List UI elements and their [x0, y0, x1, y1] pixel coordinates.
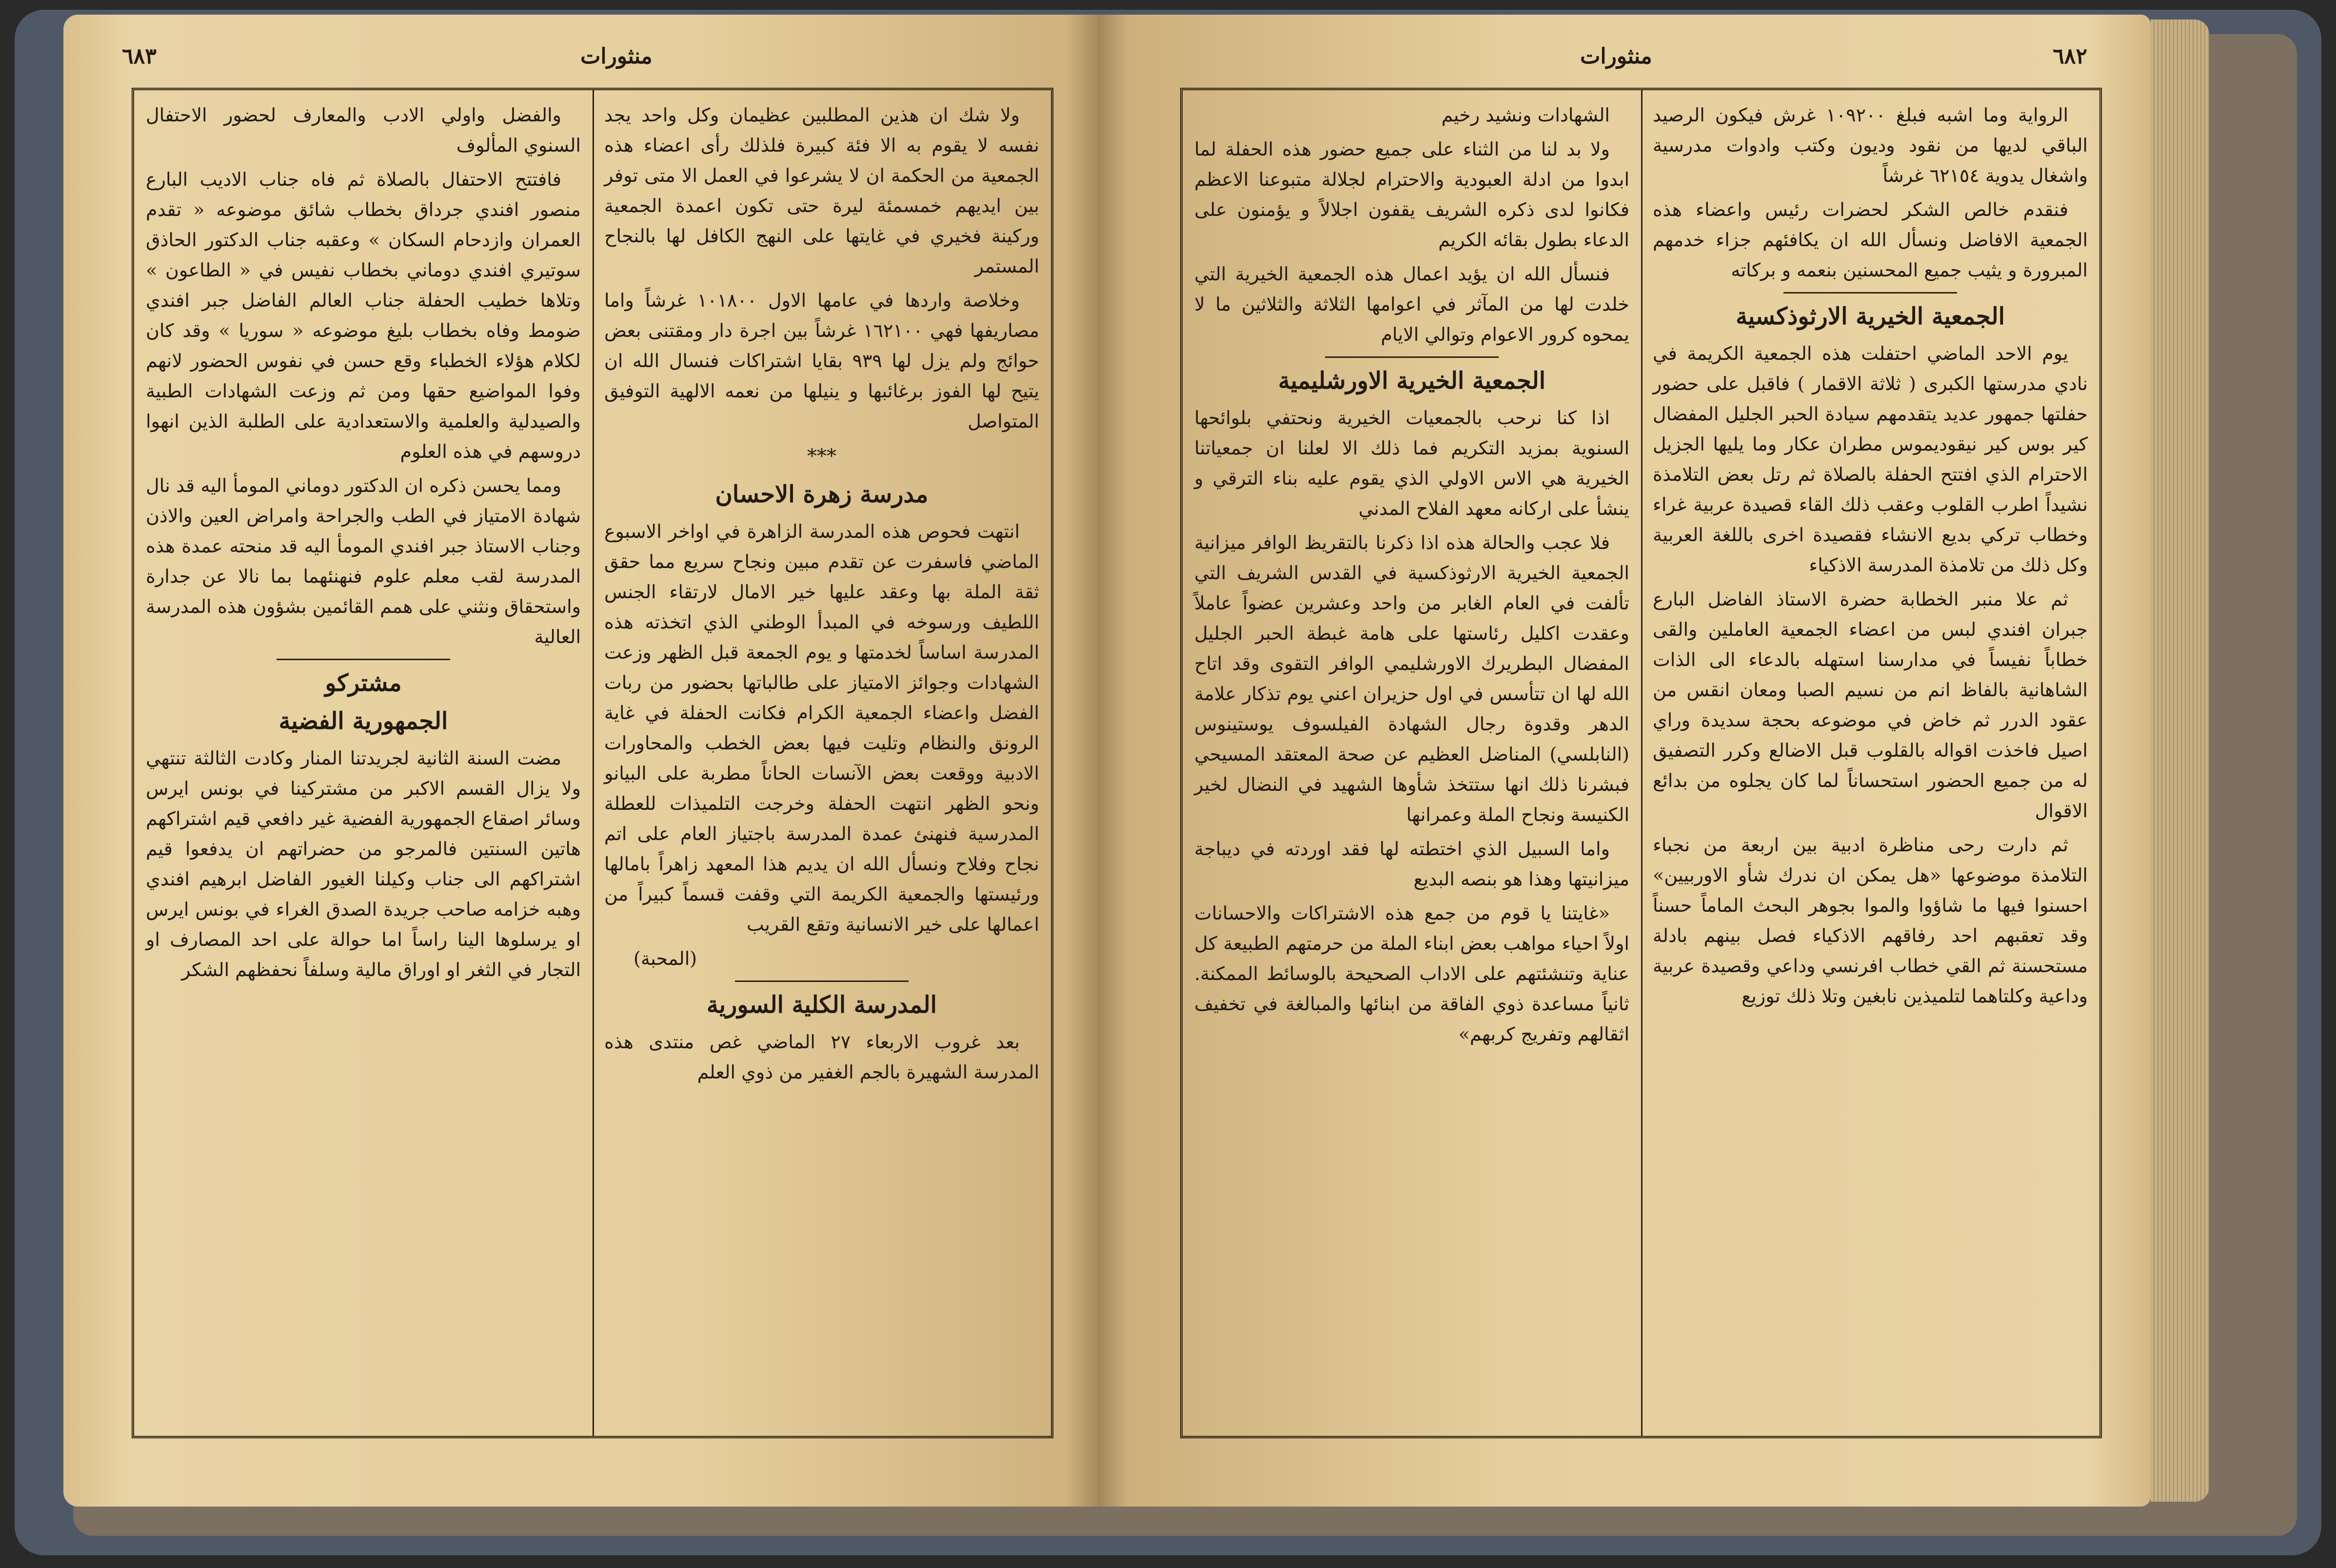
paragraph: ولا بد لنا من الثناء على جميع حضور هذه الحفلة لما ابدوا من ادلة العبودية والاحترام لجلالة متبوعنا الاعظم فكانوا لدى ذكره الشريف يقفون اجلالاً و يؤمنون على الدعاء بطول بقائه الكريم	[1194, 138, 1629, 251]
paragraph: فلا عجب والحالة هذه اذا ذكرنا بالتقريظ الوافر ميزانية الجمعية الخيرية الارثوذكسية في القدس الشريف التي تألفت في العام الغابر من واحد وعشرين عضواً عاملاً وعقدت اكليل رئاستها على هامة غبطة الحبر الجليل المفضال البطريرك الاورشليمي الوافر التقوى وقد اتاح الله لها ان تتأسس في اول حزيران اعني يوم تذكار علامة الدهر وقدوة رجال الشهادة الفيلسوف يوستينوس (النابلسي) المناضل العظيم عن صحة المعتقد المسيحي فبشرنا ذلك انها ستتخذ شأوها الشهيد في النضال لخير الكنيسة ونجاح الملة وعمرانها	[1194, 532, 1629, 825]
section-title: مدرسة زهرة الاحسان	[715, 481, 929, 508]
page-number: ٦٨٢	[2053, 44, 2087, 69]
text-frame	[132, 88, 1053, 1438]
paragraph: والفضل واولي الادب والمعارف لحضور الاحتفال السنوي المألوف	[146, 104, 581, 156]
section-rule	[277, 659, 451, 660]
column-right	[593, 90, 1051, 1436]
section-rule	[735, 980, 909, 982]
left-page	[63, 15, 1097, 1507]
paragraph: بعد غروب الاربعاء ٢٧ الماضي غص منتدى هذه المدرسة الشهيرة بالجم الغفير من ذوي العلم	[604, 1031, 1039, 1083]
paragraph: واما السبيل الذي اختطته لها فقد اوردته في ديباجة ميزانيتها وهذا هو بنصه البديع	[1194, 838, 1629, 890]
paragraph: ولا شك ان هذين المطلبين عظيمان وكل واحد يجد نفسه لا يقوم به الا فئة كبيرة فلذلك رأى اعضاء هذه الجمعية من الحكمة ان لا يشرعوا في العمل الا متى توفر بين ايديهم خمسمئة ليرة حتى تكون اعمدة الجمعية وركينة فخيري في غايتها على النهج الكافل لها بالنجاح المستمر	[604, 104, 1040, 277]
paragraph: فافتتح الاحتفال بالصلاة ثم فاه جناب الاديب البارع منصور افندي جرداق بخطاب شائق موضوعه « تقدم العمران وازدحام السكان » وعقبه جناب الدكتور الحاذق سوتيري افندي دوماني بخطاب نفيس في « الطاعون » وتلاها خطيب الحفلة جناب العالم الفاضل جبر افندي ضومط وفاه بخطاب بليغ موضوعه « سوريا » وقد كان لكلام هؤلاء الخطباء وقع حسن في نفوس الحضور لانهم وفوا المواضيع حقها ومن ثم وزعت الشهادات الطبية والصيدلية والعلمية والاستعدادية على الطلبة الذين انهوا دروسهم في هذه العلوم	[146, 169, 581, 462]
page-edges	[2151, 20, 2209, 1502]
paragraph: اذا كنا نرحب بالجمعيات الخيرية ونحتفي بلوائحها السنوية بمزيد التكريم فما ذلك الا لعلنا ان جمعياتنا الخيرية هي الاس الاولي الذي يقوم عليه بناء الترقي و ينشأ على اركانه معهد الفلاح المدني	[1194, 407, 1629, 519]
paragraph: يوم الاحد الماضي احتفلت هذه الجمعية الكريمة في نادي مدرستها الكبرى ( ثلاثة الاقمار ) فاقبل على حضور حفلتها جمهور عديد يتقدمهم سيادة الحبر الجليل المفضال كير بوس كير نيقوديموس مطران عكار وما يليها الجزيل الاحترام الذي افتتح الحفلة بالصلاة ثم رتل بعض التلامذة نشيداً اطرب القلوب وعقب ذلك القاء قصيدة عربية غراء وخطاب تركي بديع الانشاء فقصيدة اخرى باللغة العربية وكل ذلك من تلامذة المدرسة الاذكياء	[1653, 343, 2088, 576]
right-page	[1097, 15, 2151, 1507]
column-left	[134, 90, 593, 1436]
paragraph: الرواية وما اشبه فبلغ ١٠٩٢٠٠ غرش فيكون الرصيد الباقي لديها من نقود وديون وكتب وادوات مدرسية واشغال يدوية ٦٢١٥٤ غرشاً	[1653, 104, 2088, 186]
paragraph: فنسأل الله ان يؤيد اعمال هذه الجمعية الخيرية التي خلدت لها من المآثر في اعوامها الثلاثة والثلاثين ما لا يمحوه كرور الاعوام وتوالي الايام	[1194, 263, 1629, 345]
section-title: الجمعية الخيرية الاورشليمية	[1278, 367, 1546, 394]
paragraph: وخلاصة واردها في عامها الاول ١٠١٨٠٠ غرشاً واما مصاريفها فهي ١٦٢١٠٠ غرشاً بين اجرة دار ومقتنى بعض حوائج ولم يزل لها ٩٣٩ بقايا اشتراكات فنسال الله ان يتيح لها الفوز برغائبها و ينيلها من نعمه الالهية التوفيق المتواصل	[604, 290, 1039, 432]
paragraph: الشهادات ونشيد رخيم	[1441, 104, 1610, 126]
signature: (المحبة)	[633, 948, 697, 969]
section-rule	[1783, 292, 1958, 294]
column-right	[1641, 90, 2099, 1436]
section-stars: ***	[807, 445, 836, 468]
paragraph: انتهت فحوص هذه المدرسة الزاهرة في اواخر الاسبوع الماضي فاسفرت عن تقدم مبين ونجاح سريع مما حقق ثقة الملة بها وعقد عليها خير الامال لارتقاء الجنس اللطيف ورسوخه في المبدأ الوطني الذي اتخذته هذه المدرسة اساساً لخدمتها و يوم الجمعة قبل الظهر وزعت الشهادات وجوائز الامتياز على طالباتها بحضور من ربات الفضل واعضاء الجمعية الكرام فكانت الحفلة في غاية الرونق والنظام وتليت فيها بعض الخطب والمحاورات الادبية ووقعت بعض الآنسات الحاناً مطربة على البيانو ونحو الظهر انتهت الحفلة وخرجت التلميذات للعطلة المدرسية فنهنئ عمدة المدرسة باجتياز العام على اتم نجاح وفلاح ونسأل الله ان يديم هذا المعهد زاهراً بامالها ورئيستها والجمعية الكريمة التي وقفت قسماً كبيراً من اعمالها على خير الانسانية وتقع القريب	[604, 521, 1039, 935]
page-number: ٦٨٣	[122, 44, 157, 69]
section-title: مشتركو	[325, 669, 402, 697]
paragraph: ثم دارت رحى مناظرة ادبية بين اربعة من نجباء التلامذة موضوعها «هل يمكن ان ندرك شأو الاوربيين» احسنوا فيها ما شاؤوا والموا بجوهر البحث الماماً حسناً وقد تعقبهم احد رفاقهم الاذكياء فصل بينهم بادلة مستحسنة ثم القي خطاب افرنسي وداعي وقصيدة عربية وداعية وكلتاهما لتلميذين نابغين وتلا ذلك توزيع	[1653, 834, 2088, 1007]
paragraph: فنقدم خالص الشكر لحضرات رئيس واعضاء هذه الجمعية الافاضل ونسأل الله ان يكافئهم جزاء خدمهم المبرورة و يثيب جميع المحسنين بنعمه و بركاته	[1653, 199, 2088, 281]
running-head: منثورات	[1580, 44, 1652, 69]
section-title: الجمهورية الفضية	[278, 707, 448, 735]
section-title: المدرسة الكلية السورية	[707, 991, 937, 1019]
text-frame	[1180, 88, 2102, 1438]
paragraph: ثم علا منبر الخطابة حضرة الاستاذ الفاضل البارع جبران افندي لبس من اعضاء الجمعية العاملين والقى خطاباً نفيساً في مدارسنا استهله بالدعاء الى الذات الشاهانية بالفاظ انم من نسيم الصبا ومعان انقس من عقود الدرر ثم خاض في موضوعه بحجة سديدة وراي اصيل فاخذت اقواله بالقلوب قبل الاضالع وكرر التصفيق له من جميع الحضور استحساناً لما كان يجلوه من بدائع الاقوال	[1653, 588, 2088, 822]
section-title: الجمعية الخيرية الارثوذكسية	[1736, 303, 2005, 330]
section-rule	[1325, 356, 1499, 358]
paragraph: ومما يحسن ذكره ان الدكتور دوماني المومأ اليه قد نال شهادة الامتياز في الطب والجراحة وامراض العين والاذن وجناب الاستاذ جبر افندي المومأ اليه قد منحته عمدة هذه المدرسة لقب معلم علوم فنهنئهما بما نالا عن جدارة واستحقاق ونثني على همم القائمين بشؤون هذه المدرسة العالية	[146, 475, 581, 647]
paragraph: مضت السنة الثانية لجريدتنا المنار وكادت الثالثة تنتهي ولا يزال القسم الاكبر من مشتركينا في بونس ايرس وسائر اصقاع الجمهورية الفضية غير دافعي قيم اشتراكهم هاتين السنتين فالمرجو من حضراتهم ان يدفعوا قيم اشتراكهم الى جناب وكيلنا الغيور الفاضل ابرهيم افندي وهبه خزامه صاحب جريدة الصدق الغراء في بونس ايرس او يرسلوها الينا راساً اما حوالة على احد المصارف او التجار في الثغر او اوراق مالية وسلفاً نحفظهم الشكر	[146, 747, 581, 980]
running-head: منثورات	[580, 44, 653, 69]
paragraph: «غايتنا يا قوم من جمع هذه الاشتراكات والاحسانات اولاً احياء مواهب بعض ابناء الملة من حرمتهم الطبيعة كل عناية وتنشئتهم على الاداب الصحيحة بالوسائط الممكنة. ثانياً مساعدة ذوي الفاقة من ابنائها والمبالغة في تخفيف اثقالهم وتفريج كربهم»	[1194, 902, 1629, 1045]
column-left	[1183, 90, 1641, 1436]
